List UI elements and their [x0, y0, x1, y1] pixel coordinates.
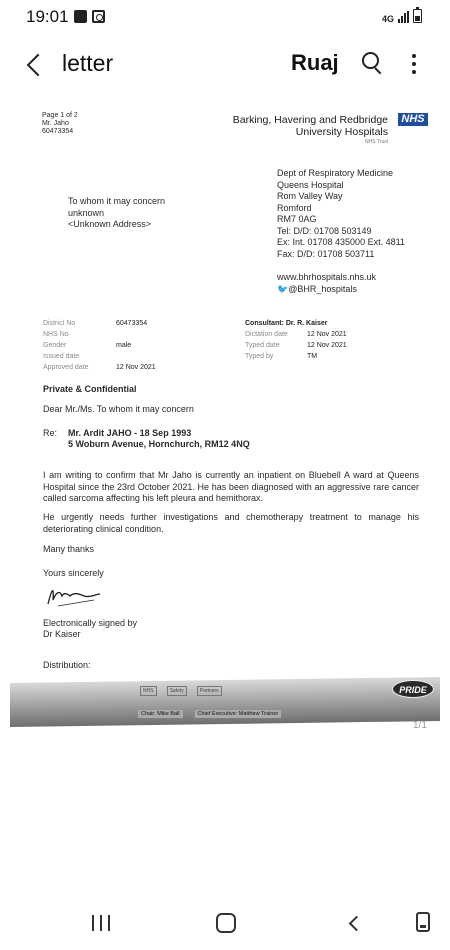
- home-button[interactable]: [216, 913, 236, 933]
- nhs-trust-label: NHS Trust: [364, 139, 388, 145]
- patient-short-name: Mr. Jaho: [42, 120, 69, 127]
- gallery-icon: [74, 10, 87, 23]
- meta-label: Approved date: [43, 364, 89, 371]
- nhs-logo: NHS: [398, 113, 428, 126]
- meta-label: District No: [43, 320, 76, 327]
- footer-logo: Partners: [197, 686, 222, 696]
- signal-icon: [398, 11, 409, 23]
- search-icon[interactable]: [360, 50, 386, 76]
- hospital-name: Barking, Havering and Redbridge University Hospitals: [232, 114, 388, 138]
- page-counter: 1/1: [413, 720, 427, 731]
- letter-document[interactable]: [10, 96, 440, 732]
- status-bar: [0, 0, 450, 34]
- keyboard-toggle-button[interactable]: [416, 912, 430, 932]
- patient-address: 5 Woburn Avenue, Hornchurch, RM12 4NQ: [68, 439, 250, 449]
- status-indicators: [382, 9, 422, 23]
- footer-officials: [138, 710, 281, 718]
- department-address: Dept of Respiratory Medicine Queens Hospital Rom Valley Way Romford RM7 0AG Tel: D/D: 01708 503149 Ex: Int. 01708 435000 Ext. 4811 Fax: D/D: 01708 503711: [277, 168, 405, 259]
- meta-value: 12 Nov 2021: [307, 331, 347, 338]
- private-confidential-heading: Private & Confidential: [43, 384, 137, 394]
- meta-label: Gender: [43, 342, 67, 349]
- distribution-label: Distribution:: [43, 660, 91, 670]
- recipient-address: To whom it may concern unknown <Unknown Address>: [68, 196, 166, 229]
- website-link[interactable]: www.bhrhospitals.nhs.uk: [277, 272, 377, 282]
- meta-value: male: [116, 342, 132, 349]
- instagram-icon: [92, 10, 105, 23]
- meta-label: NHS No: [43, 331, 69, 338]
- navigation-bar: [0, 897, 450, 950]
- meta-label: Issued date: [43, 353, 80, 360]
- signature-image: [44, 582, 104, 610]
- letter-paragraph-2: He urgently needs further investigations and chemotherapy treatment to manage his deteriorating clinical condition.: [43, 512, 419, 534]
- pride-logo: PRIDE: [392, 680, 434, 698]
- recents-button[interactable]: [92, 915, 110, 931]
- app-bar: [0, 38, 450, 94]
- network-type-label: 4G: [381, 14, 394, 24]
- app-title: letter: [62, 50, 114, 76]
- thanks-line: Many thanks: [43, 544, 95, 554]
- chair-name: Chair: Mike Ball: [138, 710, 183, 718]
- footer-banner: [10, 677, 440, 727]
- more-options-icon[interactable]: [406, 52, 422, 76]
- footer-logos: [140, 686, 222, 696]
- meta-label: Typed by: [245, 353, 274, 360]
- notification-icons: [74, 10, 105, 23]
- footer-logo: NHS: [140, 686, 157, 696]
- reference-number: 60473354: [42, 128, 74, 135]
- salutation: Dear Mr./Ms. To whom it may concern: [43, 404, 194, 414]
- meta-label: Typed date: [245, 342, 280, 349]
- re-label: Re:: [43, 428, 58, 438]
- meta-value: 12 Nov 2021: [116, 364, 156, 371]
- twitter-handle[interactable]: 🐦@BHR_hospitals: [277, 284, 357, 294]
- nav-back-button[interactable]: [346, 915, 362, 931]
- page-label: Page 1 of 2: [42, 112, 78, 119]
- battery-icon: [413, 9, 422, 23]
- letter-paragraph-1: I am writing to confirm that Mr Jaho is currently an inpatient on Bluebell A ward at Queens Hospital since the 23rd October 2021. He has been diagnosed with an aggressive rare cancer called sarcoma affecting his left pleura and hemithorax.: [43, 470, 419, 503]
- meta-value: 12 Nov 2021: [307, 342, 347, 349]
- chief-executive-name: Chief Executive: Matthew Trainer: [195, 710, 282, 718]
- meta-value: 60473354: [116, 320, 148, 327]
- meta-value: TM: [307, 353, 318, 360]
- signer-name: Dr Kaiser: [43, 629, 81, 639]
- closing-line: Yours sincerely: [43, 568, 104, 578]
- back-button[interactable]: [20, 48, 50, 82]
- footer-logo: Safety: [167, 686, 187, 696]
- meta-label: Dictation date: [245, 331, 288, 338]
- status-time: 19:01: [26, 7, 69, 26]
- consultant-label: Consultant: Dr. R. Kaiser: [245, 320, 328, 327]
- user-name[interactable]: Ruaj: [291, 50, 339, 75]
- patient-name-dob: Mr. Ardit JAHO - 18 Sep 1993: [68, 428, 192, 438]
- twitter-icon: 🐦: [277, 284, 289, 294]
- electronic-signature-note: Electronically signed by: [43, 618, 138, 628]
